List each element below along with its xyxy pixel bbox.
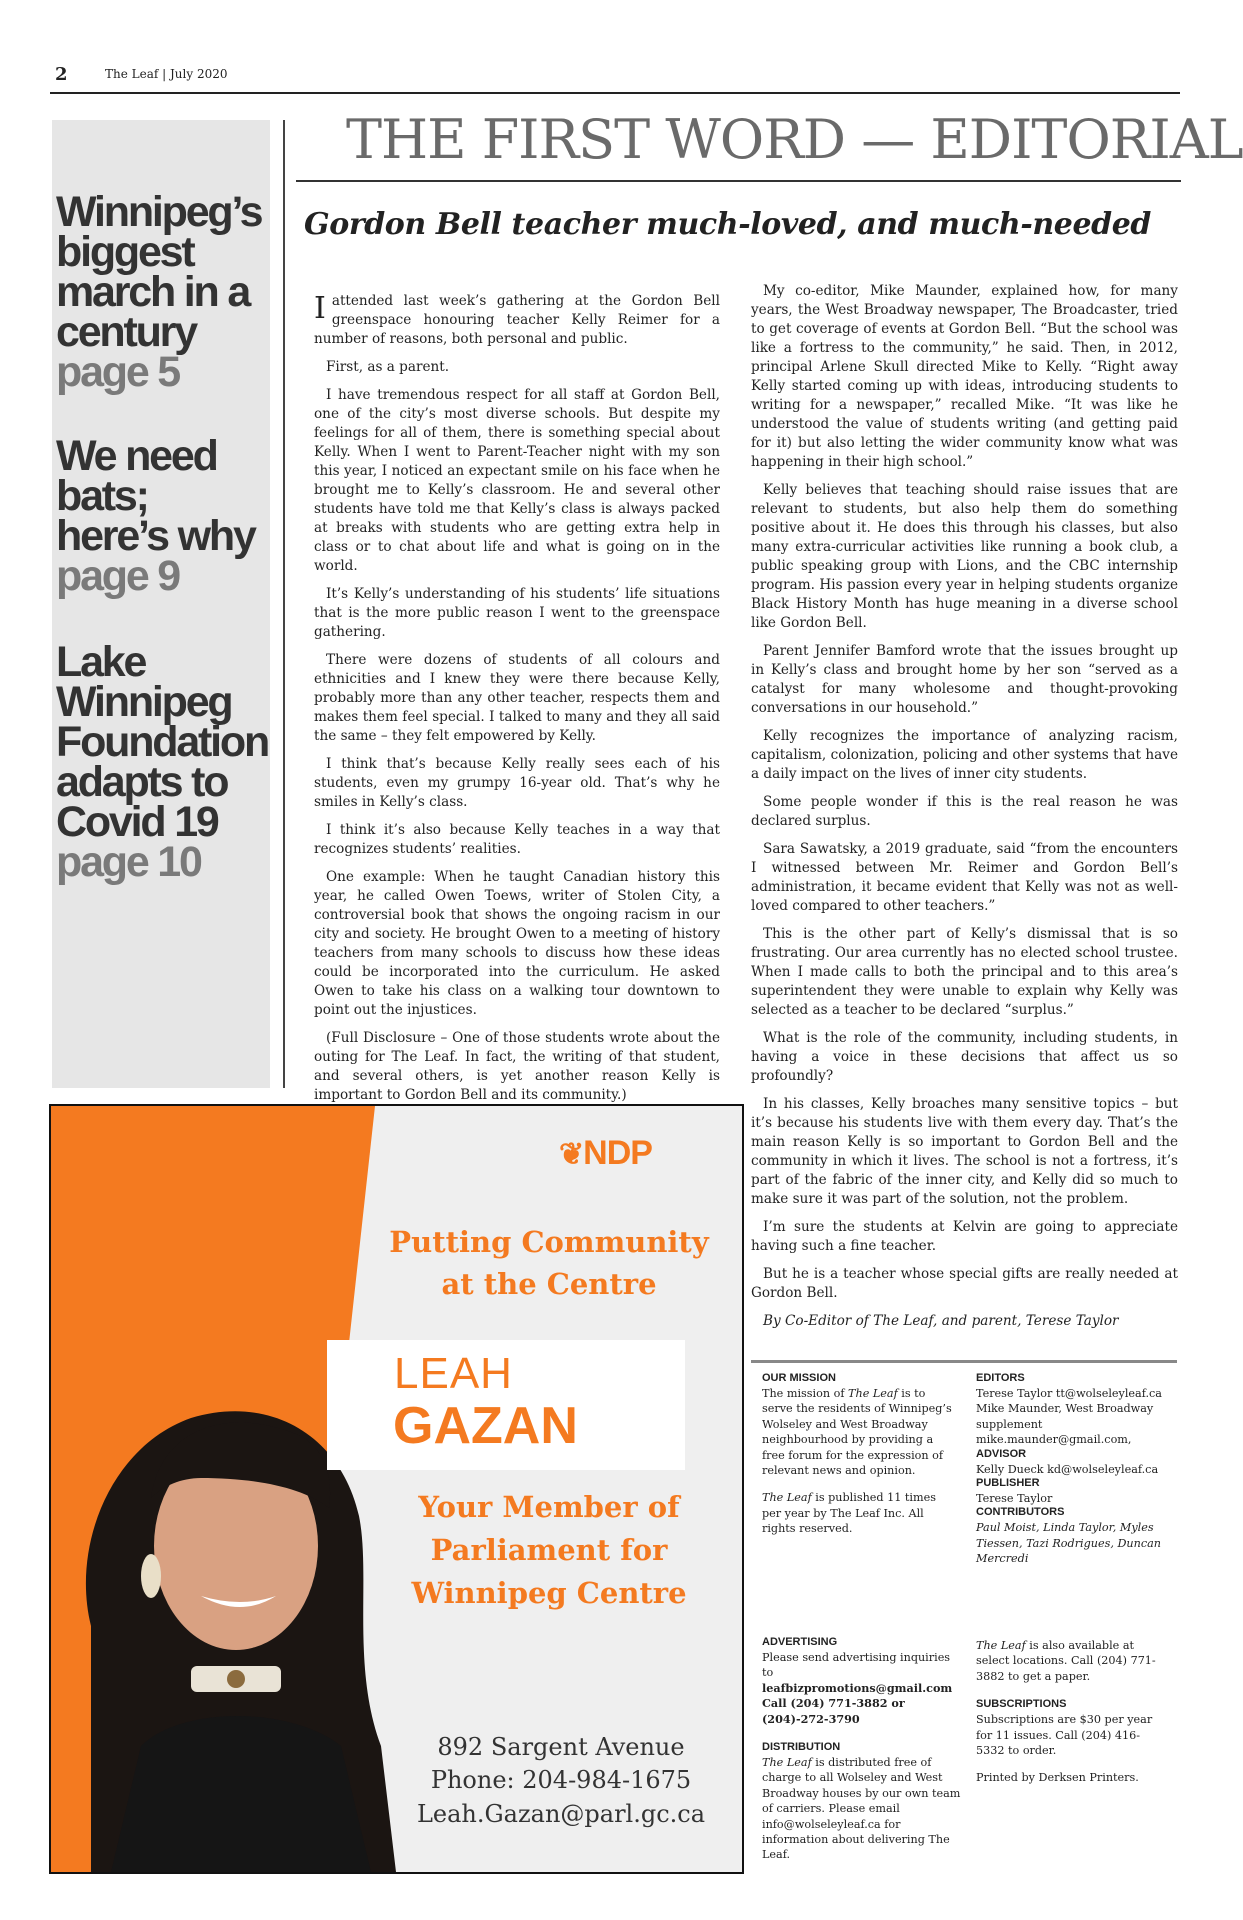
header-rule xyxy=(50,92,1180,94)
teaser-line: We need xyxy=(56,432,217,480)
ad-email[interactable]: Leah.Gazan@parl.gc.ca xyxy=(416,1800,706,1828)
teaser-line: here’s why xyxy=(56,512,255,560)
advertising-phone: Call (204) 771-3882 or (204)-272-3790 xyxy=(762,1696,905,1726)
teaser-page-ref: page 9 xyxy=(56,552,180,600)
byline: By Co-Editor of The Leaf, and parent, Terese Taylor xyxy=(763,1313,1119,1329)
available-text: The Leaf is also available at select locations. Call (204) 771-3882 to get a paper. xyxy=(976,1639,1156,1683)
teaser-line: bats; xyxy=(56,472,148,520)
teaser-line: adapts to xyxy=(56,758,228,806)
masthead-mission xyxy=(762,1372,956,1537)
teaser-line: Foundation xyxy=(56,718,269,766)
drop-cap: I xyxy=(314,291,326,326)
ad-phone: Phone: 204-984-1675 xyxy=(430,1766,692,1794)
teaser-bats[interactable] xyxy=(56,432,270,600)
article-paragraph: I’m sure the students at Kelvin are going to appreciate having such a fine teacher. xyxy=(751,1219,1178,1254)
portrait-illustration xyxy=(86,1411,396,1872)
teaser-line: Lake xyxy=(56,638,146,686)
logo-text: NDP xyxy=(583,1134,652,1172)
title-rule xyxy=(296,180,1181,182)
article-paragraph: There were dozens of students of all colours and ethnicities and I knew they were there because Kelly, probably more than any other teacher, respects them and makes them feel special. I talked to many and they all said the same – they felt empowered by Kelly. xyxy=(314,652,720,744)
contributors-text: Paul Moist, Linda Taylor, Myles Tiessen, Tazi Rodrigues, Duncan Mercredi xyxy=(976,1521,1161,1566)
teaser-line: Winnipeg’s xyxy=(56,188,262,236)
article-paragraph: In his classes, Kelly broaches many sensitive topics – but it’s because his students live with them every day. That’s the main reason Kelly is so important to Gordon Bell and the community in which it lives. The school is not a fortress, it’s part of the fabric of the inner city, and Kelly did so much to make sure it was part of the solution, not the problem. xyxy=(751,1096,1178,1207)
subscriptions-heading: SUBSCRIPTIONS xyxy=(976,1698,1067,1711)
section-title: THE FIRST WORD — EDITORIAL xyxy=(346,108,1243,171)
article-paragraph: My co-editor, Mike Maunder, explained how, for many years, the West Broadway newspaper, The Broadcaster, tried to get coverage of events at Gordon Bell. “But the school was like a fortress to the community,” he said. Then, in 2012, principal Arlene Skull directed Mike to Kelly. “Right away Kelly started coming up with ideas, introducing students to writing for a newspaper,” recalled Mike. “It was like he understood the value of students writing (and getting paid for it) but also letting the wider community know what was happening in their high school.” xyxy=(751,283,1178,470)
teaser-page-ref: page 10 xyxy=(56,838,201,886)
masthead-advertising xyxy=(762,1636,962,1863)
article-paragraph: (Full Disclosure – One of those students wrote about the outing for The Leaf. In fact, the writing of that student, and several others, is yet another reason Kelly is important to Gordon Bell and its community.) xyxy=(314,1030,720,1103)
candidate-last-name: GAZAN xyxy=(393,1397,578,1455)
article-paragraph: Kelly believes that teaching should raise issues that are relevant to students, but also help them do something positive about it. He does this through his classes, but also many extra-curricular activities like running a book club, a public speaking group with Lions, and the CBC internship program. His passion every year in helping students organize Black History Month has huge meaning in a diverse school like Gordon Bell. xyxy=(751,482,1178,631)
advisor-text: Kelly Dueck kd@wolseleyleaf.ca xyxy=(976,1462,1159,1476)
article-paragraph: This is the other part of Kelly’s dismissal that is so frustrating. Our area currently has no elected school trustee. When I made calls to both the principal and to this area’s superintendent they were unable to explain why Kelly was selected as a teacher to be declared “surplus.” xyxy=(751,926,1178,1018)
editors-line: Terese Taylor tt@wolseleyleaf.ca xyxy=(976,1387,1162,1400)
article-paragraph: But he is a teacher whose special gifts are really needed at Gordon Bell. xyxy=(751,1266,1178,1301)
advertising-heading: ADVERTISING xyxy=(762,1636,838,1648)
editors-heading: EDITORS xyxy=(976,1372,1025,1384)
article-paragraph: I think that’s because Kelly really sees each of his students, even my grumpy 16-year old. That’s why he smiles in Kelly’s class. xyxy=(314,756,720,810)
publisher-text: Terese Taylor xyxy=(976,1492,1053,1506)
subscriptions-text: Subscriptions are $30 per year for 11 issues. Call (204) 416-5332 to order. xyxy=(976,1713,1153,1758)
ad-subheading: Your Member of Parliament for Winnipeg Centre xyxy=(411,1490,687,1610)
article-paragraph: I have tremendous respect for all staff at Gordon Bell, one of the city’s most diverse schools. But despite my feelings for all of them, there is something special about Kelly. When I went to Parent-Teacher night with my son this year, I noticed an expectant smile on his face when he brought me to Kelly’s classroom. He and several other students have told me that Kelly’s class is always packed at breaks with students who are getting extra help in class or to chat about life and what is going on in the world. xyxy=(314,387,720,574)
mission-text: The mission of The Leaf is to serve the residents of Winnipeg’s Wolseley and West Broadway neighbourhood by providing a free forum for the expression of relevant news and opinion. xyxy=(762,1387,952,1478)
article-paragraph: Sara Sawatsky, a 2019 graduate, said “from the encounters I witnessed between Mr. Reimer and Gordon Bell’s administration, it became evident that Kelly was not as well-loved compared to other teachers.” xyxy=(751,841,1178,914)
editors-line: mike.maunder@gmail.com, xyxy=(976,1433,1132,1447)
publication-dateline: The Leaf | July 2020 xyxy=(105,67,228,81)
advertising-text: Please send advertising inquiries to leafbizpromotions@gmail.com xyxy=(762,1651,953,1695)
article-paragraph: First, as a parent. xyxy=(326,359,450,375)
article-column-2 xyxy=(751,282,1178,1340)
sidebar xyxy=(52,120,270,1088)
article-headline: Gordon Bell teacher much-loved, and much-needed xyxy=(304,207,1152,242)
article-paragraph: Parent Jennifer Bamford wrote that the issues brought up in Kelly’s class and brought home by her son “served as a catalyst for many wholesome and thought-provoking conversations in our household.” xyxy=(751,643,1178,716)
article-paragraph: One example: When he taught Canadian history this year, he called Owen Toews, writer of Stolen City, a controversial book that shows the ongoing racism in our city and society. He brought Owen to a meeting of history teachers from many schools to discuss how these ideas could be incorporated into the curriculum. He asked Owen to take his class on a walking tour downtown to point out the injustices. xyxy=(314,869,720,1018)
teaser-page-ref: page 5 xyxy=(56,348,180,396)
teaser-march[interactable] xyxy=(56,188,270,396)
article-paragraph: Kelly recognizes the importance of analyzing racism, capitalism, colonization, policing and other systems that have a daily impact on the lives of inner city students. xyxy=(751,728,1178,782)
article-paragraph: It’s Kelly’s understanding of his students’ life situations that is the more public reason I went to the greenspace gathering. xyxy=(314,586,720,640)
published-text: The Leaf is published 11 times per year by The Leaf Inc. All rights reserved. xyxy=(762,1491,936,1536)
contributors-heading: CONTRIBUTORS xyxy=(976,1506,1065,1519)
teaser-line: Covid 19 xyxy=(56,798,218,846)
article-paragraph: Some people wonder if this is the real reason he was declared surplus. xyxy=(751,794,1178,829)
ad-headline: Putting Community at the Centre xyxy=(389,1225,709,1301)
ndp-advertisement[interactable] xyxy=(49,1104,744,1874)
teaser-line: biggest xyxy=(56,228,194,276)
mission-heading: OUR MISSION xyxy=(762,1372,836,1384)
masthead-staff xyxy=(976,1372,1176,1567)
column-divider xyxy=(283,120,285,1088)
ndp-logo xyxy=(559,1134,652,1173)
printer-text: Printed by Derksen Printers. xyxy=(976,1771,1139,1785)
teaser-lake-winnipeg[interactable] xyxy=(56,638,270,886)
ad-address: 892 Sargent Avenue xyxy=(437,1733,685,1761)
article-paragraph: I think it’s also because Kelly teaches in a way that recognizes students’ realities. xyxy=(314,822,720,857)
page-number: 2 xyxy=(55,64,68,85)
article-paragraph xyxy=(314,292,720,349)
article-column-1 xyxy=(314,292,720,1114)
masthead-availability xyxy=(976,1638,1166,1786)
paragraph-text: attended last week’s gathering at the Gordon Bell greenspace honouring teacher Kelly Reimer for a number of reasons, both personal and public. xyxy=(314,293,720,347)
advertising-email[interactable]: leafbizpromotions@gmail.com xyxy=(762,1680,953,1695)
distribution-text: The Leaf is distributed free of charge to all Wolseley and West Broadway houses by our own team of carriers. Please email info@wolseleyleaf.ca for information about delivering The Leaf. xyxy=(762,1756,961,1862)
teaser-line: century xyxy=(56,308,196,356)
candidate-first-name: LEAH xyxy=(394,1349,513,1398)
masthead-rule xyxy=(751,1360,1177,1363)
advisor-heading: ADVISOR xyxy=(976,1447,1027,1460)
maple-leaf-icon: ❦ xyxy=(559,1138,584,1171)
distribution-heading: DISTRIBUTION xyxy=(762,1741,841,1754)
editors-line: Mike Maunder, West Broadway supplement xyxy=(976,1402,1154,1431)
teaser-line: Winnipeg xyxy=(56,678,232,726)
teaser-line: march in a xyxy=(56,268,250,316)
article-paragraph: What is the role of the community, including students, in having a voice in these decisions that affect us so profoundly? xyxy=(751,1030,1178,1084)
publisher-heading: PUBLISHER xyxy=(976,1477,1040,1490)
